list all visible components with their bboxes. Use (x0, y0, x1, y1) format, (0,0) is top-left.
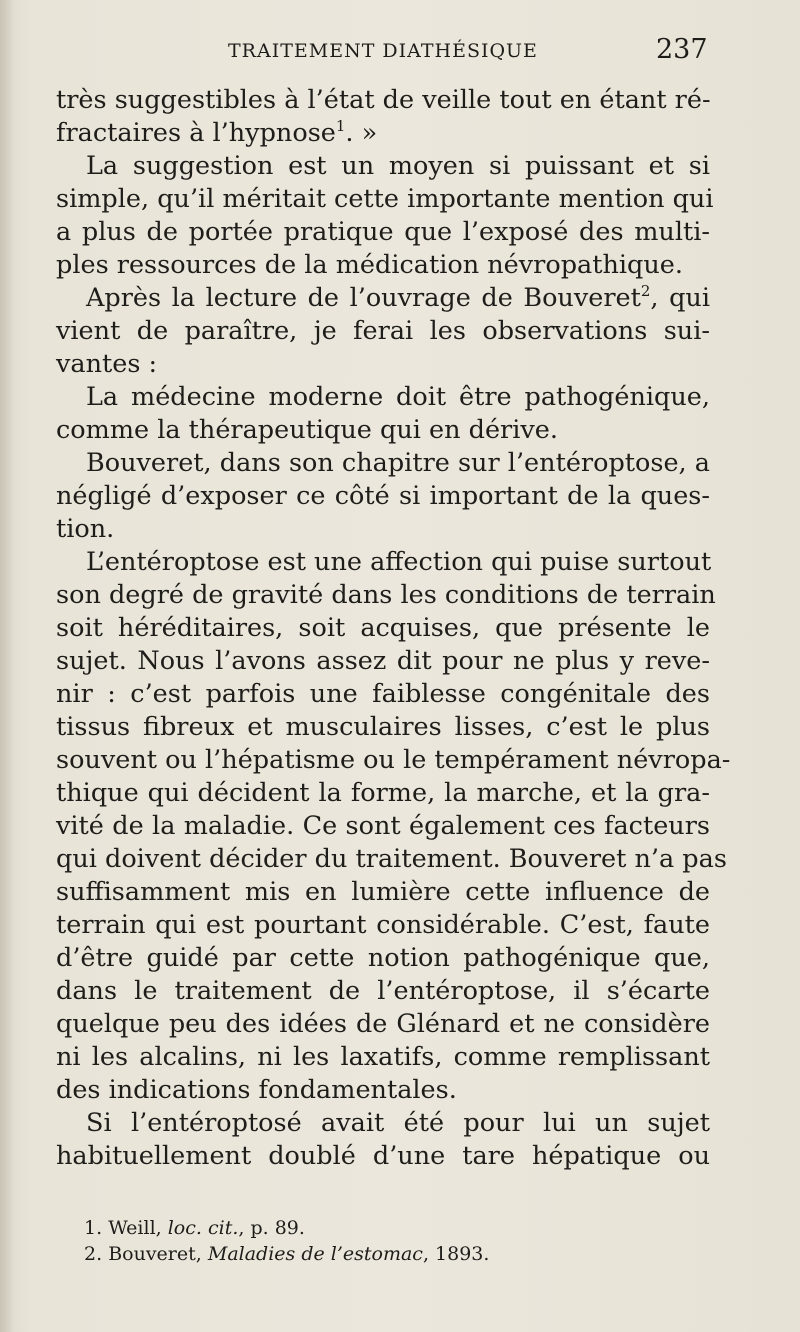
footnote-ref: 2 (640, 282, 651, 300)
text-line: tion. (56, 514, 115, 544)
binding-shadow (0, 0, 14, 1332)
text-line: négligé d’exposer ce côté si important de la ques- (56, 481, 710, 511)
text-line: Si l’entéroptosé avait été pour lui un sujet (86, 1108, 710, 1138)
text-line: son degré de gravité dans les conditions de terrain (56, 580, 716, 610)
text-line: comme la thérapeutique qui en dérive. (56, 415, 558, 445)
footnote-1: 1. Weill, loc. cit., p. 89. (84, 1217, 305, 1239)
text-line: La médecine moderne doit être pathogénique, (86, 382, 710, 412)
text-line: ples ressources de la médication névropathique. (56, 250, 684, 280)
text-line: fractaires à l’hypnose$^1$. » (56, 117, 378, 148)
text-line: soit héréditaires, soit acquises, que présente le (56, 613, 710, 643)
text-line: souvent ou l’hépatisme ou le tempérament névropa- (56, 745, 731, 775)
text-line: qui doivent décider du traitement. Bouveret n’a pas (56, 844, 727, 874)
footnote-2: 2. Bouveret, Maladies de l’estomac, 1893. (84, 1243, 490, 1265)
running-title: TRAITEMENT DIATHÉSIQUE (228, 40, 538, 62)
text-line: d’être guidé par cette notion pathogénique que, (56, 943, 710, 973)
text-line: vantes : (56, 349, 158, 379)
text-line: L’entéroptose est une affection qui puise surtout (86, 547, 712, 577)
text-line: sujet. Nous l’avons assez dit pour ne plus y reve- (56, 646, 710, 676)
text-line: La suggestion est un moyen si puissant et si (86, 151, 710, 181)
text-line: Bouveret, dans son chapitre sur l’entéroptose, a (86, 448, 710, 478)
text-line: thique qui décident la forme, la marche, et la gra- (56, 778, 710, 808)
text-line: dans le traitement de l’entéroptose, il s’écarte (56, 976, 710, 1006)
text-line: vité de la maladie. Ce sont également ces facteurs (56, 811, 710, 841)
text-line: habituellement doublé d’une tare hépatique ou (56, 1141, 710, 1171)
text-line: quelque peu des idées de Glénard et ne considère (56, 1009, 710, 1039)
text-line: très suggestibles à l’état de veille tout en étant ré- (56, 85, 711, 115)
text-line: ni les alcalins, ni les laxatifs, comme remplissant (56, 1042, 710, 1072)
text-line: nir : c’est parfois une faiblesse congénitale des (56, 679, 710, 709)
text-line: vient de paraître, je ferai les observations sui- (56, 316, 710, 346)
text-line: tissus fibreux et musculaires lisses, c’est le plus (56, 712, 710, 742)
text-line: des indications fondamentales. (56, 1075, 457, 1105)
footnote-ref: 1 (335, 117, 346, 135)
text-line: simple, qu’il méritait cette importante mention qui (56, 184, 714, 214)
text-line: Après la lecture de l’ouvrage de Bouveret$^2$, qui (86, 282, 710, 313)
text-line: a plus de portée pratique que l’exposé des multi- (56, 217, 710, 247)
text-line: suffisamment mis en lumière cette influence de (56, 877, 710, 907)
text-line: terrain qui est pourtant considérable. C’est, faute (56, 910, 710, 940)
running-head (0, 32, 800, 72)
page-number: 237 (656, 34, 708, 65)
